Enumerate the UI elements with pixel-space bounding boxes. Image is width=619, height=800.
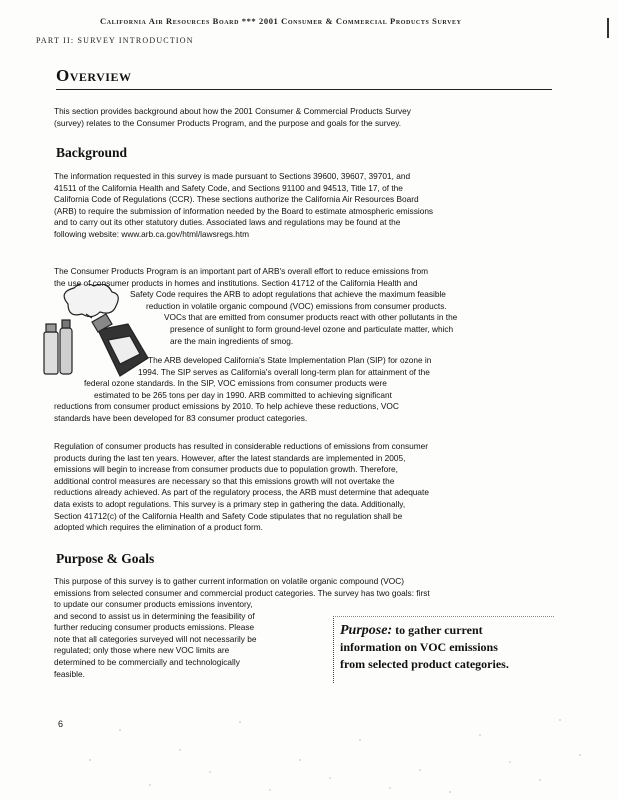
background-para-3 — [54, 355, 550, 425]
text-line: (ARB) to require the submission of information needed by the Board to estimate atmospheric emissions — [54, 205, 434, 216]
text-line: VOCs that are emitted from consumer products react with other pollutants in the — [164, 312, 458, 323]
text-line: the use of consumer products in homes and institutions. Section 41712 of the California Health and — [54, 277, 418, 288]
text-line: further reducing consumer products emissions. Please — [54, 622, 255, 633]
callout-line: information on VOC emissions — [340, 640, 498, 654]
text-line: This section provides background about how the 2001 Consumer & Commercial Products Survey — [54, 106, 411, 116]
text-line: federal ozone standards. In the SIP, VOC emissions from consumer products were — [84, 378, 387, 389]
text-line: estimated to be 265 tons per day in 1990. ARB committed to achieving significant — [94, 389, 392, 400]
text-line: The Consumer Products Program is an important part of ARB's overall effort to reduce emissions from — [54, 266, 429, 276]
callout-lead: Purpose: — [340, 623, 393, 638]
margin-bar — [607, 18, 609, 38]
text-line: The information requested in this survey is made pursuant to Sections 39600, 39607, 39701, and — [54, 171, 411, 181]
background-para-4 — [54, 441, 550, 534]
text-line: The ARB developed California's State Implementation Plan (SIP) for ozone in — [148, 355, 432, 365]
text-line: feasible. — [54, 668, 85, 679]
background-para-2 — [54, 266, 550, 347]
text-line: regulated; only those where new VOC limits are — [54, 645, 230, 656]
text-line: emissions will begin to increase from consumer products due to population growth. Therefore, — [54, 464, 398, 475]
text-line: This purpose of this survey is to gather current information on volatile organic compound (VOC) — [54, 576, 405, 586]
text-line: 41511 of the California Health and Safety Code, and Sections 91100 and 94513, Title 17, of the — [54, 182, 403, 193]
text-line: products during the last ten years. However, after the latest standards are implemented in 2005, — [54, 452, 406, 463]
page-number: 6 — [58, 719, 64, 729]
text-line: to update our consumer products emissions inventory, — [54, 599, 253, 609]
callout-line: to gather current — [392, 623, 483, 637]
running-header: California Air Resources Board *** 2001 Consumer & Commercial Products Survey — [100, 16, 462, 26]
text-line: and second to assist us in determining the feasibility of — [54, 610, 255, 621]
purpose-heading: Purpose & Goals — [56, 551, 155, 566]
part-label: PART II: SURVEY INTRODUCTION — [36, 36, 194, 45]
purpose-callout — [340, 622, 555, 673]
text-line: (survey) relates to the Consumer Products Program, and the purpose and goals for the survey. — [54, 117, 402, 128]
text-line: adopted which requires the elimination of a product form. — [54, 522, 263, 533]
text-line: 1994. The SIP serves as California's overall long-term plan for attainment of the — [138, 366, 430, 377]
scan-noise — [0, 700, 619, 800]
text-line: reductions from consumer product emissions by 2010. To help achieve these reductions, VOC — [54, 401, 399, 412]
page-title: Overview — [56, 66, 132, 85]
purpose-para-left — [54, 599, 324, 680]
text-line: data exists to adopt regulations. This survey is a primary step in gathering the data. Additionally, — [54, 498, 406, 509]
text-line: and to carry out its other statutory duties. Associated laws and regulations may be found at the — [54, 217, 401, 228]
text-line: Section 41712(c) of the California Health and Safety Code stipulates that no regulation shall be — [54, 510, 403, 521]
text-line: are the main ingredients of smog. — [170, 335, 294, 346]
callout-line: from selected product categories. — [340, 657, 509, 671]
background-heading: Background — [56, 145, 128, 160]
title-rule — [56, 89, 552, 90]
background-para-1 — [54, 171, 550, 241]
purpose-para — [54, 576, 550, 599]
text-line: emissions from selected consumer and commercial product categories. The survey has two goals: first — [54, 587, 430, 598]
text-line: additional control measures are necessary so that this emissions growth will not overtake the — [54, 475, 395, 486]
text-line: Regulation of consumer products has resulted in considerable reductions of emissions from consumer — [54, 441, 429, 451]
text-line: reductions already achieved. As part of the regulatory process, the ARB must determine that adequate — [54, 487, 429, 498]
overview-intro — [54, 106, 550, 129]
text-line: following website: www.arb.ca.gov/html/lawsregs.htm — [54, 228, 250, 239]
text-line: Safety Code requires the ARB to adopt regulations that achieve the maximum feasible — [130, 289, 446, 300]
text-line: California Code of Regulations (CCR). These sections authorize the California Air Resources Board — [54, 194, 419, 205]
text-line: standards have been developed for 83 consumer product categories. — [54, 412, 308, 423]
text-line: note that all categories surveyed will not necessarily be — [54, 633, 257, 644]
text-line: presence of sunlight to form ground-level ozone and particulate matter, which — [170, 323, 454, 334]
text-line: determined to be commercially and technologically — [54, 656, 240, 667]
text-line: reduction in volatile organic compound (VOC) emissions from consumer products. — [146, 300, 447, 311]
